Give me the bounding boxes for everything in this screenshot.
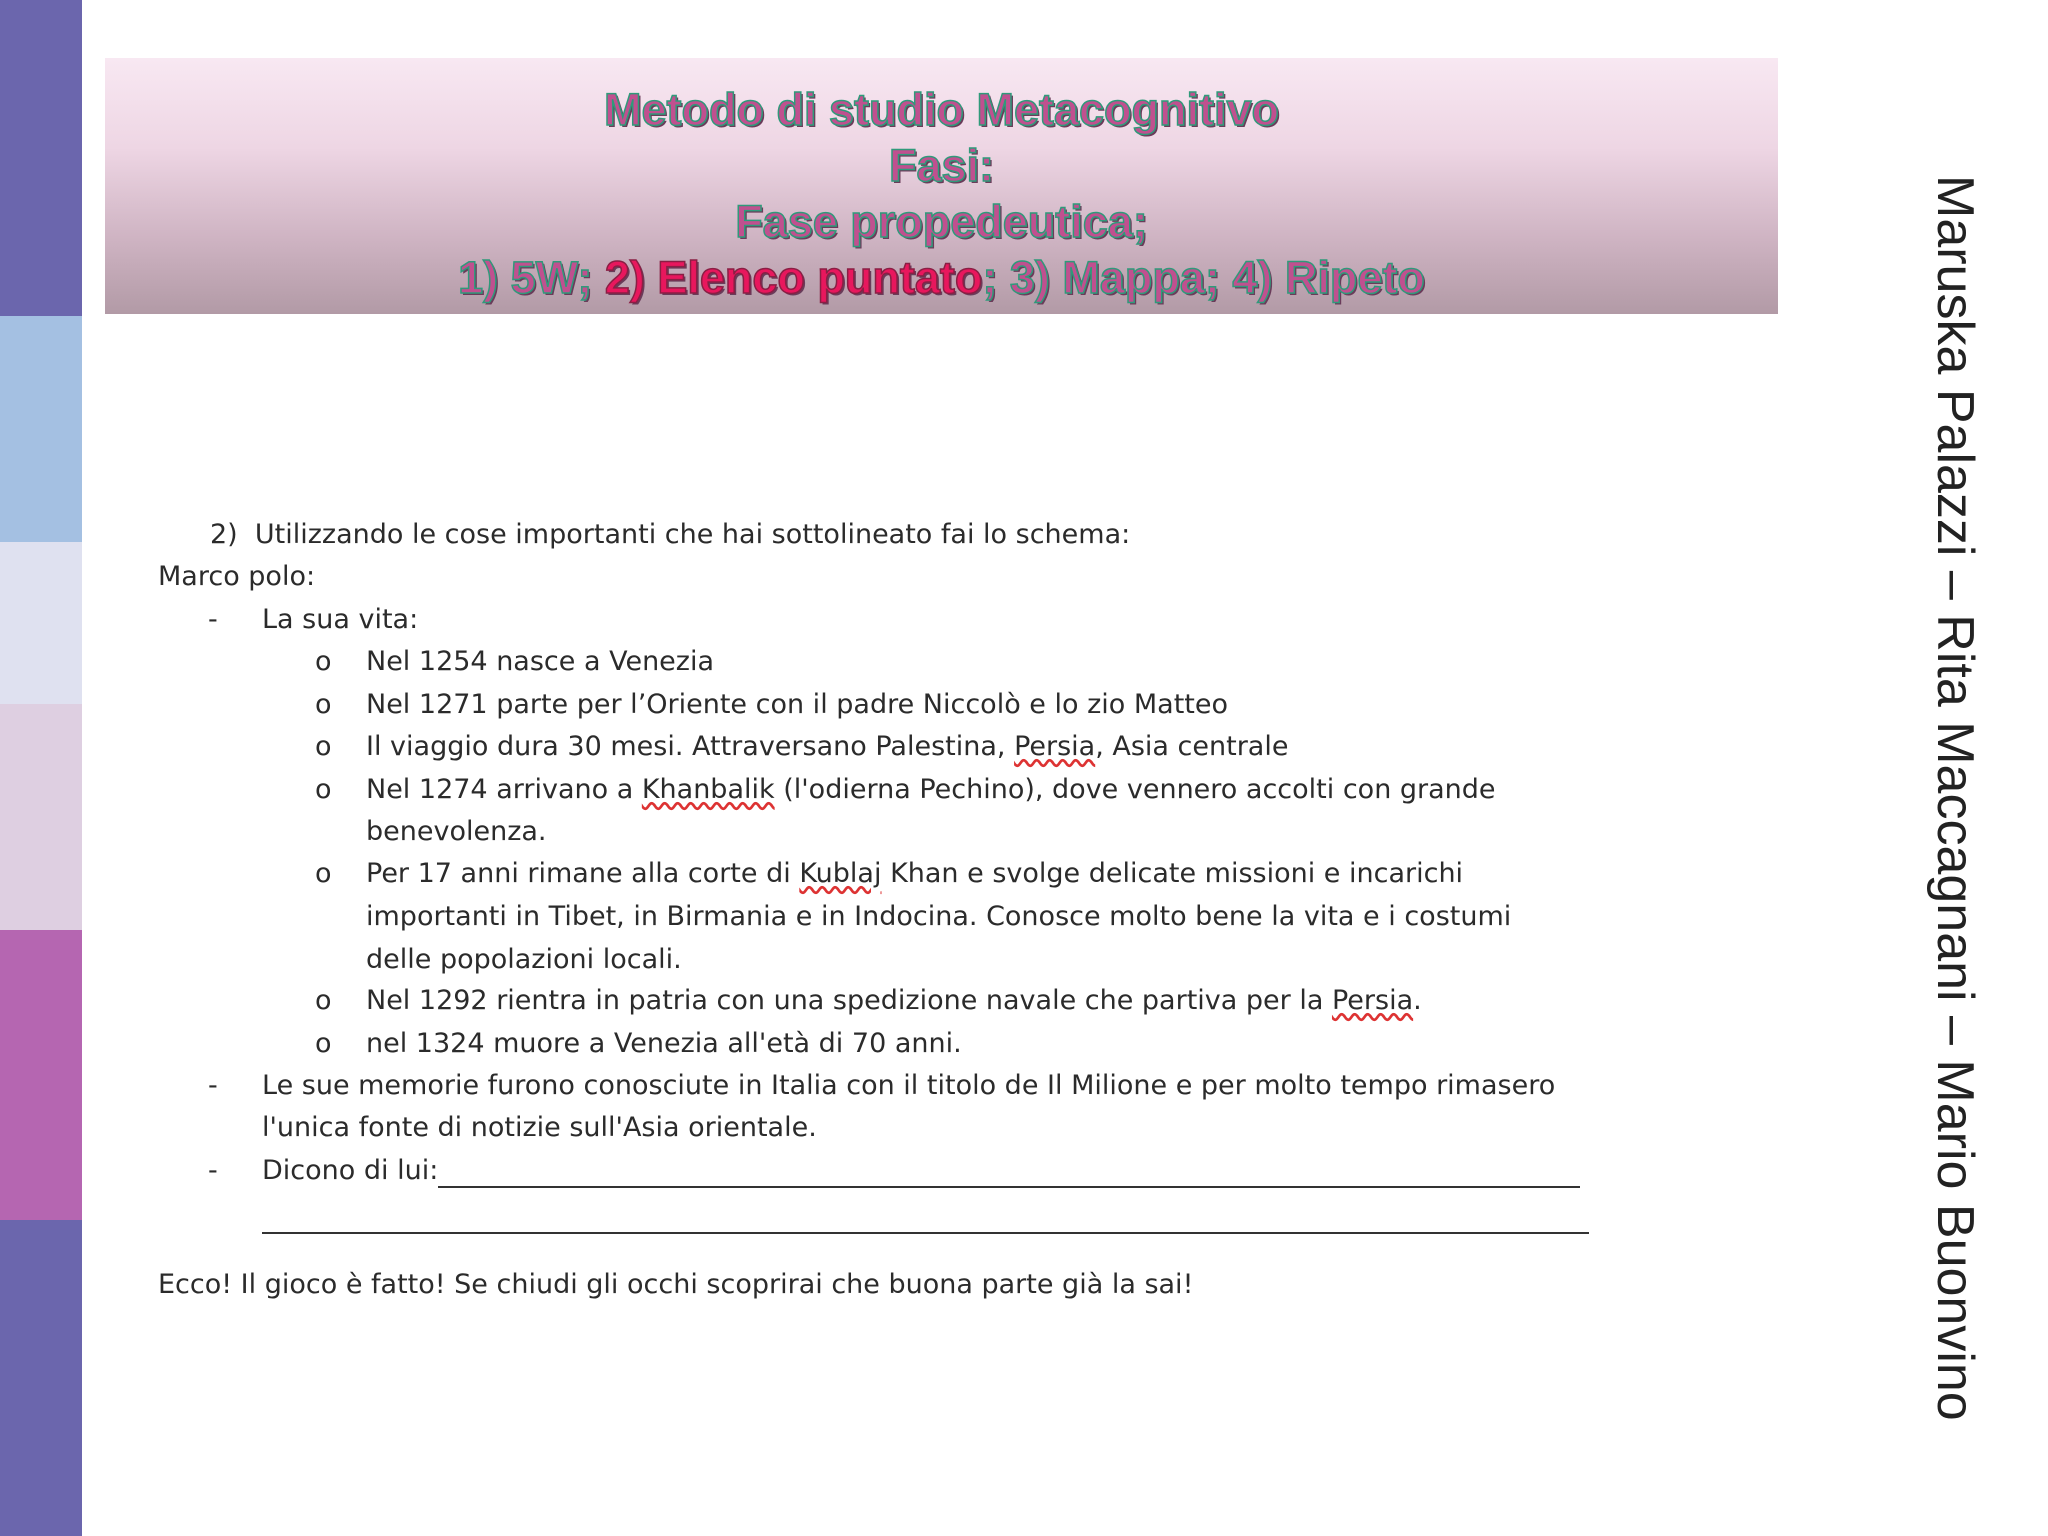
band-segment-dark-blue bbox=[0, 0, 82, 316]
spell-flagged-word: Khanbalik bbox=[641, 774, 775, 805]
title-steps-3-4: ; 3) Mappa; 4) Ripeto bbox=[982, 252, 1425, 303]
closing-sentence: Ecco! Il gioco è fatto! Se chiudi gli occhi scoprirai che buona parte già la sai! bbox=[158, 1269, 1194, 1300]
sub-item-7: nel 1324 muore a Venezia all'età di 70 anni. bbox=[366, 1028, 962, 1059]
title-line-2: Fasi: bbox=[888, 140, 995, 191]
spell-flagged-word: Kublaj bbox=[799, 858, 882, 889]
sub-item-4-text-end: (l'odierna Pechino), dove vennero accolti con grande bbox=[774, 774, 1496, 805]
dash-marker: - bbox=[208, 1155, 218, 1186]
band-segment-pale-lavender bbox=[0, 542, 82, 704]
spell-flagged-word: Persia bbox=[1331, 985, 1414, 1016]
sub-item-3 bbox=[366, 730, 1288, 764]
sub-item-5-continued-2: delle popolazioni locali. bbox=[366, 944, 682, 975]
dash-marker: - bbox=[208, 604, 218, 635]
bullet-marker: o bbox=[315, 858, 332, 889]
band-segment-light-blue bbox=[0, 316, 82, 542]
bullet-marker: o bbox=[315, 774, 332, 805]
sub-item-5-text: Per 17 anni rimane alla corte di bbox=[366, 858, 800, 889]
spell-flagged-word: Persia bbox=[1014, 731, 1096, 762]
instruction-line bbox=[210, 518, 1130, 552]
sub-item-5 bbox=[366, 857, 1463, 891]
list-item-life: La sua vita: bbox=[262, 604, 419, 635]
bullet-marker: o bbox=[315, 1028, 332, 1059]
fill-in-line-2 bbox=[262, 1206, 1589, 1234]
title-step-2-highlight: 2) Elenco puntato bbox=[604, 252, 983, 303]
instruction-number: 2) bbox=[210, 519, 238, 550]
left-color-band bbox=[0, 0, 82, 1536]
fill-in-line bbox=[438, 1160, 1580, 1188]
band-segment-magenta bbox=[0, 930, 82, 1220]
document-heading: Marco polo: bbox=[158, 561, 316, 592]
bullet-marker: o bbox=[315, 646, 332, 677]
sub-item-2: Nel 1271 parte per l’Oriente con il padre Niccolò e lo zio Matteo bbox=[366, 689, 1229, 720]
sub-item-6 bbox=[366, 984, 1422, 1018]
title-banner bbox=[105, 58, 1778, 314]
sub-item-1: Nel 1254 nasce a Venezia bbox=[366, 646, 715, 677]
sub-item-6-text: Nel 1292 rientra in patria con una spedizione navale che partiva per la bbox=[366, 985, 1332, 1016]
sub-item-6-text-end: . bbox=[1413, 985, 1422, 1016]
sub-item-4 bbox=[366, 773, 1496, 807]
sub-item-4-text: Nel 1274 arrivano a bbox=[366, 774, 642, 805]
title-step-1: 1) 5W; bbox=[458, 252, 605, 303]
title-line-3: Fase propedeutica; bbox=[735, 196, 1148, 247]
fill-in-line-2-wrap bbox=[262, 1200, 1589, 1234]
dash-marker: - bbox=[208, 1070, 218, 1101]
list-item-memories: Le sue memorie furono conosciute in Italia con il titolo de Il Milione e per molto tempo rimasero bbox=[262, 1070, 1556, 1101]
said-of-him-label: Dicono di lui: bbox=[262, 1155, 439, 1186]
title-line-1: Metodo di studio Metacognitivo bbox=[604, 84, 1279, 135]
scanned-document bbox=[150, 500, 1690, 1320]
sub-item-3-text: Il viaggio dura 30 mesi. Attraversano Palestina, bbox=[366, 731, 1015, 762]
sub-item-3-text-end: , Asia centrale bbox=[1095, 731, 1289, 762]
instruction-text: Utilizzando le cose importanti che hai sottolineato fai lo schema: bbox=[254, 519, 1131, 550]
sub-item-4-continued: benevolenza. bbox=[366, 816, 547, 847]
bullet-marker: o bbox=[315, 985, 332, 1016]
bullet-marker: o bbox=[315, 731, 332, 762]
title-line-4 bbox=[105, 250, 1778, 306]
bullet-marker: o bbox=[315, 689, 332, 720]
authors-vertical: Maruska Palazzi – Rita Maccagnani – Mario Buonvino bbox=[1926, 175, 1984, 1421]
sub-item-5-text-end: Khan e svolge delicate missioni e incarichi bbox=[881, 858, 1464, 889]
band-segment-dark-blue-bottom bbox=[0, 1220, 82, 1536]
band-segment-pale-pink bbox=[0, 704, 82, 930]
list-item-said-of-him bbox=[262, 1154, 1580, 1188]
list-item-memories-continued: l'unica fonte di notizie sull'Asia orientale. bbox=[262, 1112, 817, 1143]
sub-item-5-continued: importanti in Tibet, in Birmania e in Indocina. Conosce molto bene la vita e i costumi bbox=[366, 901, 1512, 932]
